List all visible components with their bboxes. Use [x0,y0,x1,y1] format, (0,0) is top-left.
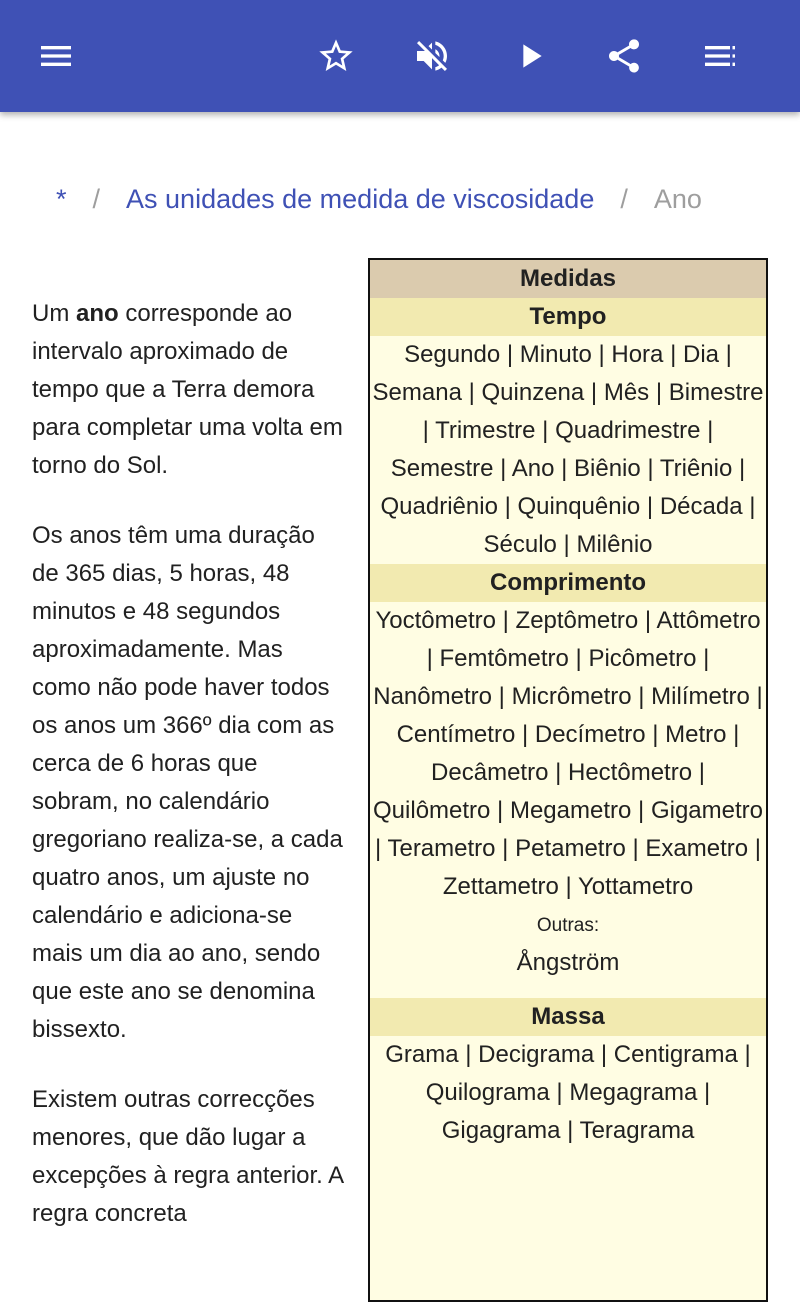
breadcrumb [56,178,702,220]
unit-link[interactable]: Decâmetro [431,759,549,786]
unit-link[interactable]: Picômetro [588,645,697,672]
unit-link[interactable]: Grama [385,1041,459,1068]
breadcrumb-current: Ano [653,183,702,214]
breadcrumb-separator: / [620,183,628,214]
unit-link[interactable]: Milímetro [651,683,750,710]
infobox-section-heading: Massa [370,998,766,1036]
infobox-other-items [370,944,766,982]
unit-link[interactable]: Quinzena [481,379,585,406]
unit-link[interactable]: Hora [611,341,664,368]
volume-off-icon [412,36,452,76]
unit-link[interactable]: Yoctômetro [375,607,496,634]
unit-link[interactable]: Yottametro [578,873,694,900]
unit-link[interactable]: Centigrama [613,1041,738,1068]
unit-link[interactable]: Petametro [515,835,626,862]
unit-link[interactable]: Dia [682,341,719,368]
unit-link[interactable]: Minuto [519,341,592,368]
unit-link[interactable]: Semana [372,379,462,406]
infobox-section-items: Yoctômetro | Zeptômetro | Attômetro | Femtômetro | Picômetro | Nanômetro | Micrômetro | Milímetro | Centímetro | Decímetro | Metro | Decâmetro | Hectômetro | Quilômetro | Megametro | Gigametro | Terametro | Petametro | Exametro | Zettametro | Yottametro [373,607,763,900]
app-bar [0,0,800,112]
infobox-section-items: Grama | Decigrama | Centigrama | Quilograma | Megagrama | Gigagrama | Teragrama [385,1041,751,1144]
unit-link[interactable]: Nanômetro [373,683,492,710]
unit-link[interactable]: Megametro [509,797,632,824]
unit-link[interactable]: Mês [603,379,650,406]
unit-link[interactable]: Decímetro [534,721,646,748]
unit-link[interactable]: Trimestre [435,417,536,444]
unit-link[interactable]: Década [659,493,743,520]
infobox-section-heading: Tempo [370,298,766,336]
unit-link[interactable]: Femtômetro [439,645,569,672]
unit-link[interactable]: Bimestre [668,379,764,406]
breadcrumb-home[interactable]: * [56,183,67,214]
infobox-title: Medidas [370,260,766,298]
breadcrumb-parent[interactable]: As unidades de medida de viscosidade [126,183,595,214]
unit-link[interactable]: Segundo [404,341,501,368]
article-paragraph: Os anos têm uma duração de 365 dias, 5 horas, 48 minutos e 48 segundos aproximadamente. Mas como não pode haver todos os anos um 366º dia com as cerca de 6 horas que sobram, no calendário gregoriano realiza-se, a cada quatro anos, um ajuste no calendário e adiciona-se mais um dia ao ano, sendo que este ano se denomina bissexto. [32,522,343,1043]
article-body [32,295,347,1265]
unit-link[interactable]: Teragrama [579,1117,695,1144]
article-paragraph: Um ano corresponde ao intervalo aproximado de tempo que a Terra demora para completar uma volta em torno do Sol. [32,300,343,479]
unit-link[interactable]: Attômetro [656,607,761,634]
infobox-other-label: Outras: [536,915,600,936]
unit-link[interactable]: Quilômetro [373,797,491,824]
infobox-section-heading: Comprimento [370,564,766,602]
menu-icon [36,36,76,76]
table-of-contents-button[interactable] [692,28,748,84]
unit-link[interactable]: Zeptômetro [515,607,639,634]
unit-link[interactable]: Semestre [390,455,494,482]
favorite-button[interactable] [308,28,364,84]
breadcrumb-separator: / [92,183,101,214]
unit-link[interactable]: Exametro [645,835,749,862]
measures-infobox [368,258,768,1302]
unit-link[interactable]: Micrômetro [511,683,632,710]
unit-link[interactable]: Quadriênio [380,493,498,520]
unit-link[interactable]: Decigrama [478,1041,595,1068]
infobox-sections [370,298,766,1150]
unit-link[interactable]: Metro [665,721,727,748]
unit-link[interactable]: Gigametro [650,797,763,824]
unit-link[interactable]: Zettametro [442,873,559,900]
unit-link[interactable]: Terametro [387,835,496,862]
share-button[interactable] [596,28,652,84]
play-icon [510,36,550,76]
unit-link[interactable]: Quilograma [425,1079,550,1106]
list-icon [700,36,740,76]
unit-link[interactable]: Hectômetro [568,759,693,786]
play-button[interactable] [502,28,558,84]
infobox-spacer [370,982,766,998]
unit-link[interactable]: Quadrimestre [555,417,701,444]
unit-link[interactable]: Ångström [516,949,620,976]
share-icon [604,36,644,76]
article-paragraph: Existem outras correcções menores, que dão lugar a excepções à regra anterior. A regra concreta [32,1086,343,1227]
unit-link[interactable]: Gigagrama [441,1117,561,1144]
unit-link[interactable]: Centímetro [396,721,516,748]
unit-link[interactable]: Triênio [659,455,733,482]
unit-link[interactable]: Megagrama [569,1079,698,1106]
article-term: ano [76,300,119,327]
star-outline-icon [316,36,356,76]
unit-link[interactable]: Século [483,531,557,558]
unit-link[interactable]: Biênio [574,455,641,482]
infobox-section-items: Segundo | Minuto | Hora | Dia | Semana | Quinzena | Mês | Bimestre | Trimestre | Quadrimestre | Semestre | Ano | Biênio | Triênio | Quadriênio | Quinquênio | Década | Século | Milênio [372,341,764,558]
menu-button[interactable] [28,28,84,84]
unit-link[interactable]: Quinquênio [517,493,641,520]
unit-link[interactable]: Milênio [576,531,653,558]
unit-link[interactable]: Ano [511,455,555,482]
mute-button[interactable] [404,28,460,84]
